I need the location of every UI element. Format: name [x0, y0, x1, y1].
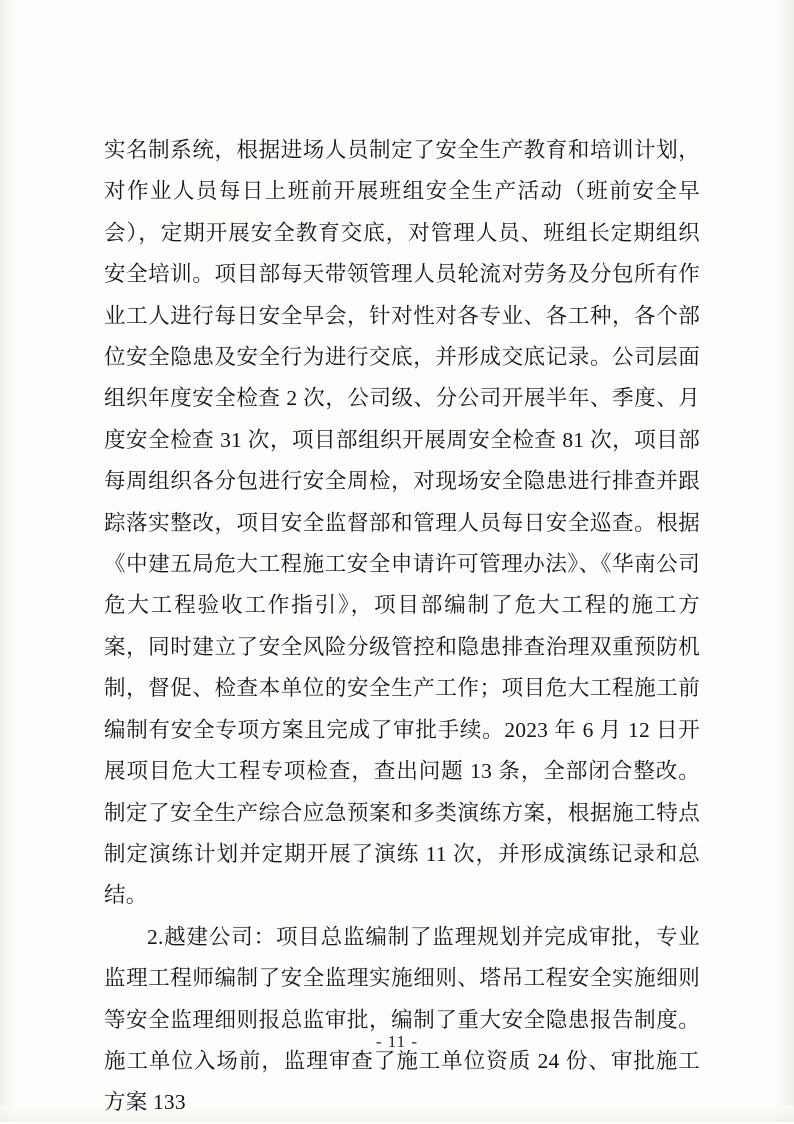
page-number: - 11 - — [375, 1032, 419, 1051]
scan-edge-left — [0, 0, 14, 1122]
paragraph-2: 2.越建公司：项目总监编制了监理规划并完成审批，专业监理工程师编制了安全监理实施细则、塔吊工程安全实施细则等安全监理细则报总监审批，编制了重大安全隐患报告制度。施工单位入场前，监理审查了施工单位资质 24 份、审批施工方案 133 — [104, 924, 700, 1115]
document-body — [104, 130, 700, 1124]
paragraph-1: 实名制系统，根据进场人员制定了安全生产教育和培训计划，对作业人员每日上班前开展班组安全生产活动（班前安全早会），定期开展安全教育交底，对管理人员、班组长定期组织安全培训。项目部每天带领管理人员轮流对劳务及分包所有作业工人进行每日安全早会，针对性对各专业、各工种，各个部位安全隐患及安全行为进行交底，并形成交底记录。公司层面组织年度安全检查 2 次，公司级、分公司开展半年、季度、月度安全检查 31 次，项目部组织开展周安全检查 81 次，项目部每周组织各分包进行安全周检，对现场安全隐患进行排查并跟踪落实整改，项目安全监督部和管理人员每日安全巡查。根据《中建五局危大工程施工安全申请许可管理办法》、《华南公司危大工程验收工作指引》，项目部编制了危大工程的施工方案，同时建立了安全风险分级管控和隐患排查治理双重预防机制，督促、检查本单位的安全生产工作；项目危大工程施工前编制有安全专项方案且完成了审批手续。2023 年 6 月 12 日开展项目危大工程专项检查，查出问题 13 条，全部闭合整改。制定了安全生产综合应急预案和多类演练方案，根据施工特点制定演练计划并定期开展了演练 11 次，并形成演练记录和总结。 — [104, 138, 700, 908]
scan-edge-right — [776, 0, 794, 1122]
